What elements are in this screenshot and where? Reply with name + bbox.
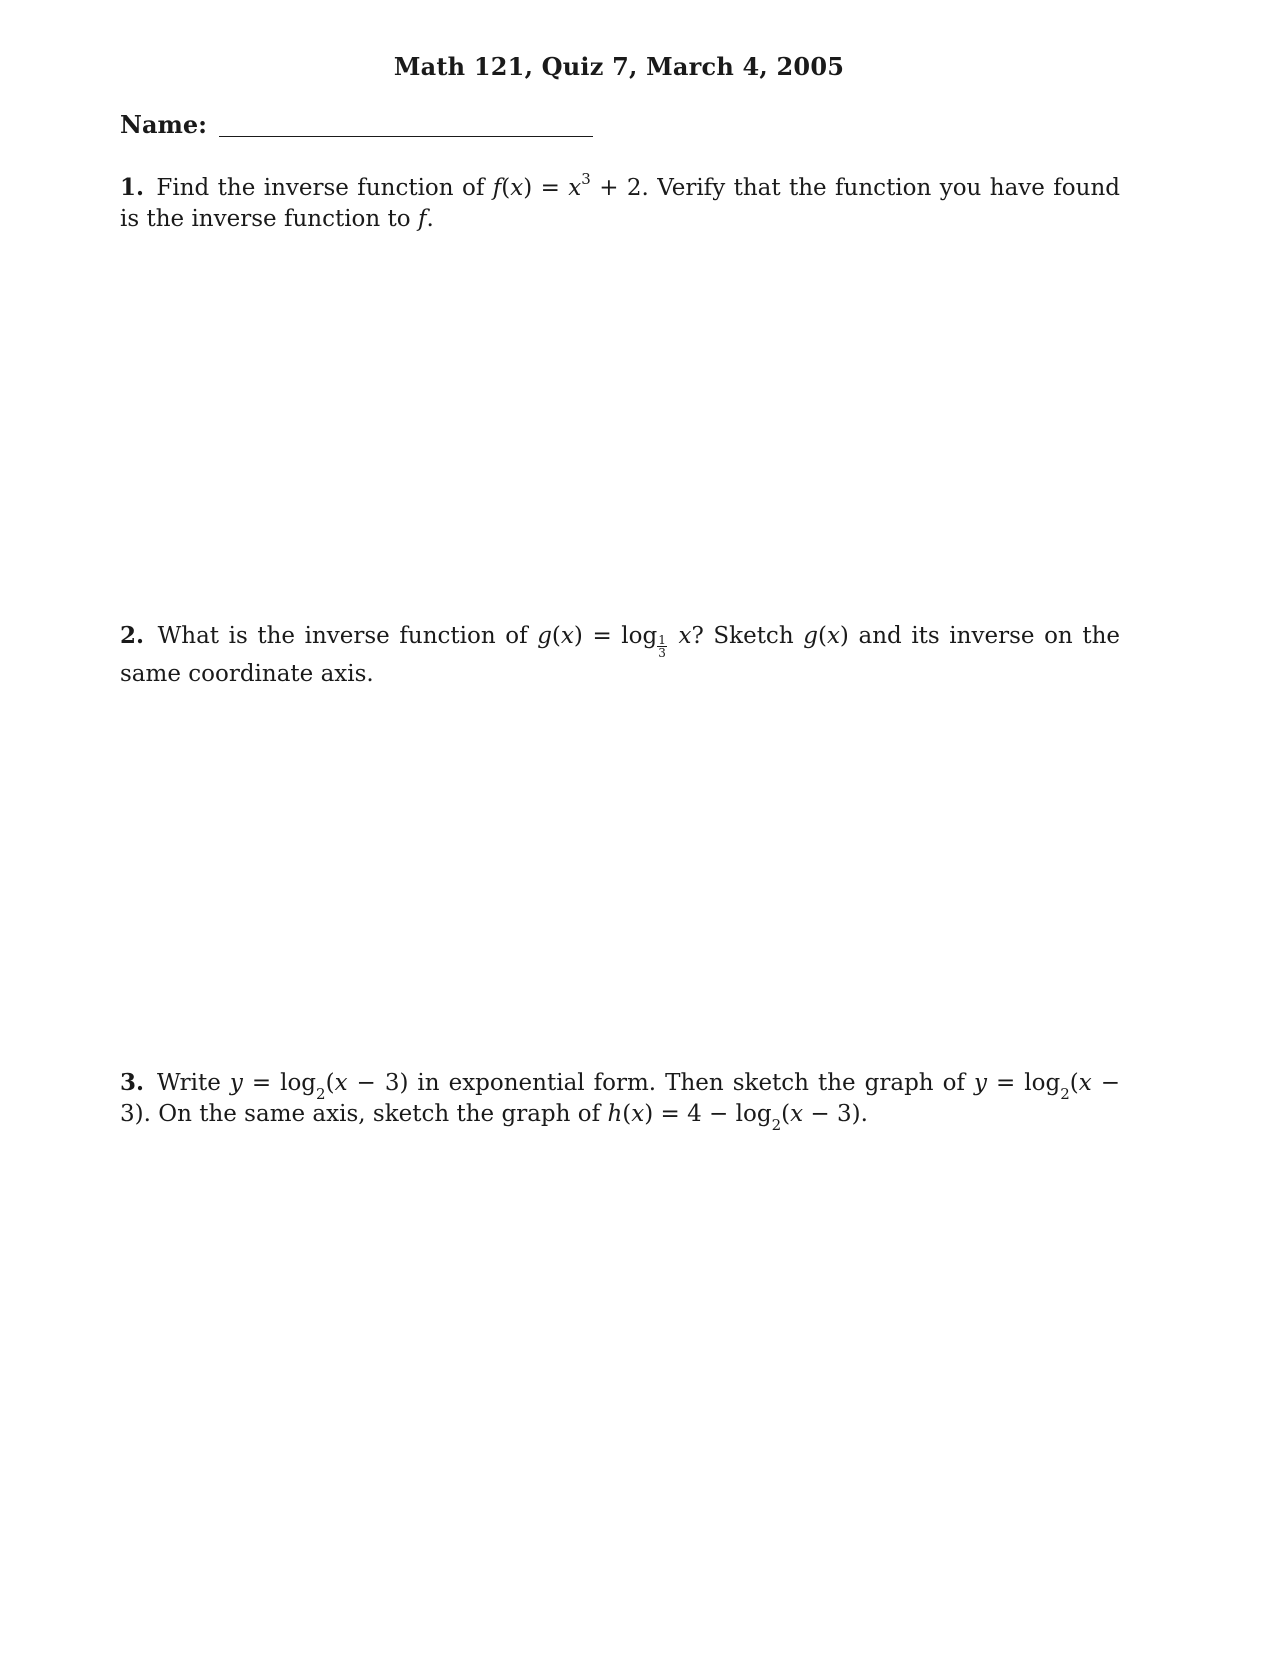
page-title: Math 121, Quiz 7, March 4, 2005 [393, 52, 845, 81]
question-3 [120, 1067, 1120, 1134]
math-var: x [560, 623, 574, 649]
question-text: − 3). [803, 1101, 868, 1127]
question-text: − 3) in exponential form. Then sketch the graph of [347, 1070, 974, 1096]
log-base: 2 [771, 1115, 782, 1134]
math-text: = log [986, 1070, 1061, 1096]
math-var: g [803, 623, 818, 649]
log-base: 2 [1060, 1084, 1070, 1103]
math-var: x [678, 623, 692, 649]
question-number: 3. [120, 1069, 145, 1096]
math-var: h [607, 1101, 623, 1127]
question-2 [120, 620, 1120, 690]
math-var: x [631, 1101, 645, 1127]
question-number: 1. [120, 174, 145, 201]
math-text: ( [325, 1070, 335, 1096]
question-1 [120, 172, 1120, 235]
math-var: x [1078, 1070, 1092, 1096]
math-var: f [492, 175, 502, 201]
question-text: . [426, 206, 434, 232]
log-base-fraction [657, 634, 667, 659]
math-text: ( [817, 623, 827, 649]
math-text: ( [551, 623, 561, 649]
log-base: 2 [316, 1084, 326, 1103]
name-row [120, 110, 593, 139]
name-label: Name: [120, 110, 208, 139]
math-var: x [568, 175, 582, 201]
math-var: f [417, 206, 427, 232]
math-var: x [334, 1070, 348, 1096]
math-text: ) = [523, 175, 569, 201]
question-text: ) and its inverse on the same coordinate axis. [120, 623, 1120, 687]
question-number: 2. [120, 622, 145, 649]
math-text: ) = 4 − log [644, 1101, 772, 1127]
question-text: − 3). On the same axis, sketch the graph of [120, 1070, 1120, 1127]
name-blank-line[interactable] [219, 136, 593, 137]
question-text: Write [157, 1070, 230, 1096]
fraction-numerator: 1 [658, 633, 666, 647]
math-var: x [790, 1101, 804, 1127]
question-text: + 2. Verify that the function you have found is the inverse function to [120, 175, 1121, 232]
math-var: g [537, 623, 552, 649]
math-var: y [229, 1070, 243, 1096]
math-text: ( [1069, 1070, 1079, 1096]
math-text: ( [501, 175, 511, 201]
question-text: Find the inverse function of [156, 175, 493, 201]
question-text: ? Sketch [691, 623, 804, 649]
math-var: y [973, 1070, 987, 1096]
math-var: x [510, 175, 524, 201]
math-text: = log [242, 1070, 317, 1096]
fraction-denominator: 3 [658, 646, 666, 660]
math-text: ( [622, 1101, 632, 1127]
math-text: ) = log [573, 623, 658, 649]
math-exponent: 3 [581, 170, 591, 189]
math-var: x [826, 623, 840, 649]
question-text: What is the inverse function of [157, 623, 538, 649]
math-text: ( [781, 1101, 791, 1127]
